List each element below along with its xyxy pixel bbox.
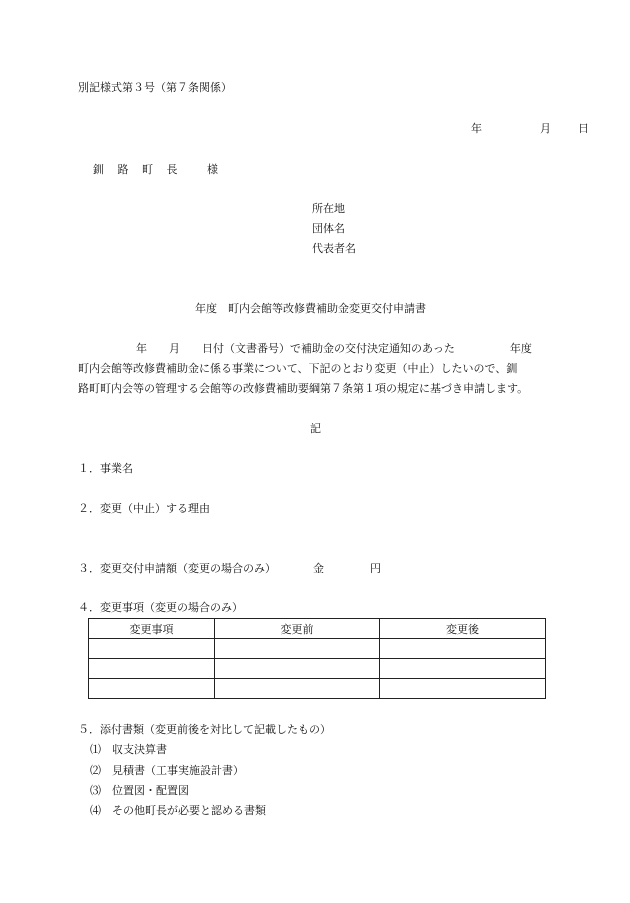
document-title: 年度 町内会館等改修費補助金変更交付申請書 — [195, 302, 426, 315]
table-cell[interactable] — [215, 659, 380, 679]
attachment-item: ⑷ その他町長が必要と認める書類 — [90, 804, 266, 817]
date-year: 年 — [471, 122, 482, 135]
table-header-row — [89, 619, 546, 639]
addressee-char: 長 — [166, 163, 178, 176]
addressee-char: 町 — [142, 163, 153, 176]
attachment-item: ⑴ 収支決算書 — [90, 743, 167, 756]
date-month: 月 — [540, 122, 551, 135]
change-details-table — [88, 618, 546, 699]
date-line — [471, 122, 589, 136]
ki-heading: 記 — [310, 422, 321, 435]
header-before-change: 変更前 — [215, 619, 380, 639]
table-cell[interactable] — [89, 679, 215, 699]
table-row — [89, 639, 546, 659]
body-line-3: 路町町内会等の管理する会館等の改修費補助要綱第７条第１項の規定に基づき申請します。 — [78, 382, 529, 395]
table-cell[interactable] — [380, 639, 546, 659]
table-cell[interactable] — [215, 639, 380, 659]
sender-representative-label: 代表者名 — [312, 242, 356, 255]
date-day: 日 — [578, 122, 589, 135]
addressee-char: 路 — [117, 163, 129, 176]
sender-group-label: 団体名 — [312, 222, 345, 235]
addressee — [93, 163, 218, 177]
item-attachments: ５．添付書類（変更前後を対比して記載したもの） — [78, 723, 331, 736]
attachment-item: ⑵ 見積書（工事実施設計書） — [90, 764, 244, 777]
addressee-honorific: 様 — [207, 163, 218, 176]
table-row — [89, 659, 546, 679]
header-after-change: 変更後 — [380, 619, 546, 639]
table-cell[interactable] — [380, 679, 546, 699]
body-line-2: 町内会館等改修費補助金に係る事業について、下記のとおり変更（中止）したいので、釧 — [78, 362, 518, 375]
table-cell[interactable] — [89, 659, 215, 679]
addressee-char: 釧 — [93, 163, 104, 176]
item-change-details: ４．変更事項（変更の場合のみ） — [78, 601, 243, 614]
form-number: 別記様式第３号（第７条関係） — [78, 81, 232, 94]
body-line-1: 年 月 日付（文書番号）で補助金の交付決定通知のあった 年度 — [136, 342, 532, 355]
table-row — [89, 679, 546, 699]
table-cell[interactable] — [380, 659, 546, 679]
table-cell[interactable] — [215, 679, 380, 699]
amount-kin: 金 — [313, 562, 324, 575]
attachment-item: ⑶ 位置図・配置図 — [90, 784, 189, 797]
header-change-item: 変更事項 — [89, 619, 215, 639]
table-cell[interactable] — [89, 639, 215, 659]
sender-address-label: 所在地 — [312, 202, 345, 215]
item-project-name: １．事業名 — [78, 462, 133, 475]
item-change-reason: ２．変更（中止）する理由 — [78, 502, 210, 515]
amount-yen: 円 — [370, 562, 381, 575]
item-change-amount: ３．変更交付申請額（変更の場合のみ） — [78, 562, 276, 575]
